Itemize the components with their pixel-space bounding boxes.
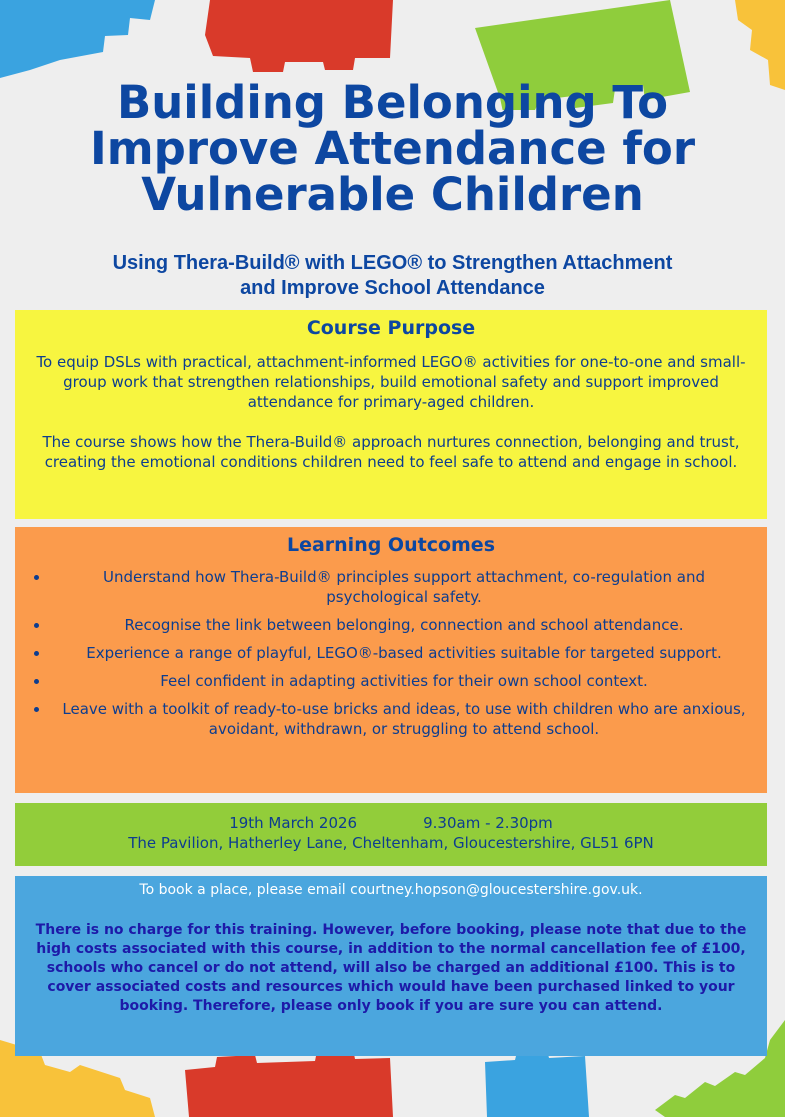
bullet-icon	[34, 623, 39, 628]
learning-outcomes-panel	[15, 527, 767, 793]
booking-contact: To book a place, please email courtney.hopson@gloucestershire.gov.uk.	[139, 882, 643, 898]
list-item	[15, 671, 767, 691]
page-title	[0, 76, 785, 221]
outcome-text: Experience a range of playful, LEGO®-based activities suitable for targeted support.	[86, 644, 722, 662]
title-line-3: Vulnerable Children	[141, 168, 644, 221]
bullet-icon	[34, 651, 39, 656]
bullet-icon	[34, 679, 39, 684]
course-purpose-heading: Course Purpose	[306, 317, 476, 339]
yellow-brick-top-right	[730, 0, 785, 90]
subtitle-line-1: Using Thera-Build® with LEGO® to Strengthen Attachment	[112, 252, 673, 274]
outcome-text: Understand how Thera-Build® principles support attachment, co-regulation and psychological safety.	[103, 568, 705, 606]
course-purpose-panel	[15, 310, 767, 519]
list-item	[15, 699, 767, 739]
page-subtitle	[0, 251, 785, 301]
event-time: 9.30am - 2.30pm	[423, 814, 553, 832]
learning-outcomes-heading: Learning Outcomes	[286, 534, 496, 556]
outcome-text: Recognise the link between belonging, connection and school attendance.	[124, 616, 684, 634]
title-line-2: Improve Attendance for	[89, 122, 696, 175]
list-item	[15, 615, 767, 635]
event-venue: The Pavilion, Hatherley Lane, Cheltenham, Gloucestershire, GL51 6PN	[128, 834, 654, 852]
blue-brick-top-left	[0, 0, 160, 80]
outcome-text: Leave with a toolkit of ready-to-use bricks and ideas, to use with children who are anxious, avoidant, withdrawn, or struggling to attend school.	[62, 700, 746, 738]
bullet-icon	[34, 707, 39, 712]
course-purpose-paragraph-2: The course shows how the Thera-Build® approach nurtures connection, belonging and trust, creating the emotional conditions children need to feel safe to attend and engage in school.	[42, 433, 740, 471]
course-purpose-paragraph-1: To equip DSLs with practical, attachment-informed LEGO® activities for one-to-one and small-group work that strengthen relationships, build emotional safety and support improved attendance for primary-aged children.	[36, 353, 746, 411]
title-line-1: Building Belonging To	[116, 76, 669, 129]
event-date: 19th March 2026	[229, 814, 358, 832]
event-date-time	[15, 803, 767, 833]
booking-panel	[15, 876, 767, 1056]
list-item	[15, 643, 767, 663]
event-details-panel	[15, 803, 767, 866]
learning-outcomes-list	[15, 567, 767, 739]
list-item	[15, 567, 767, 607]
bullet-icon	[34, 575, 39, 580]
booking-notice: There is no charge for this training. However, before booking, please note that due to the high costs associated with this course, in addition to the normal cancellation fee of £100, schools who cancel or do not attend, will also be charged an additional £100. This is to cover associated costs and resources which would have been purchased linked to your booking. Therefore, please only book if you are sure you can attend.	[35, 922, 747, 1014]
red-brick-top	[205, 0, 395, 75]
blue-brick-bottom	[485, 1050, 590, 1117]
outcome-text: Feel confident in adapting activities for their own school context.	[160, 672, 648, 690]
subtitle-line-2: and Improve School Attendance	[240, 277, 545, 299]
